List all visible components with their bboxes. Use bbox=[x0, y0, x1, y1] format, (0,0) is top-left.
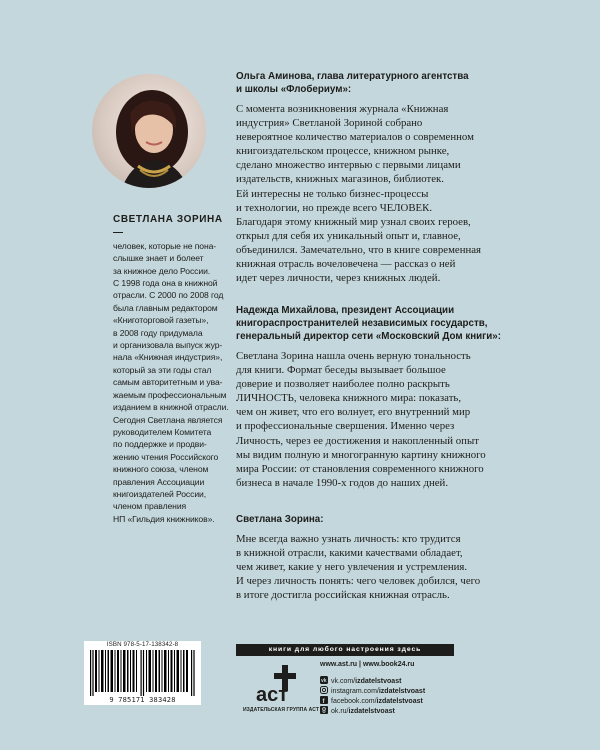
quote-zorina bbox=[236, 513, 526, 602]
quote-line: индустрия» Светланой Зориной собрано bbox=[236, 117, 423, 130]
bio-line: по поддержке и продви- bbox=[113, 439, 207, 450]
bio-line: слышке знает и болеет bbox=[113, 253, 204, 264]
bio-line: членом правления bbox=[113, 501, 187, 512]
quote-line: Ей интересны не только бизнес-процессы bbox=[236, 187, 429, 200]
quote-line: объединился. Замечательно, что в книге современная bbox=[236, 243, 482, 256]
bio-line: Сегодня Светлана является bbox=[113, 414, 223, 425]
quote-attribution: Ольга Аминова, глава литературного агентства bbox=[236, 71, 469, 82]
social-handle: izdatelstvoast bbox=[376, 698, 423, 705]
quote-line: чем живет, какие у него увлечения и устремления. bbox=[236, 561, 468, 574]
social-handle: izdatelstvoast bbox=[348, 708, 395, 715]
quote-line: невероятное количество материалов о современном bbox=[236, 131, 474, 144]
quote-text bbox=[236, 532, 526, 602]
quote-line: Личность, через ее достижения и накопленный опыт bbox=[236, 434, 479, 447]
bio-line: который за эти годы стал bbox=[113, 364, 212, 375]
svg-text:f: f bbox=[322, 698, 325, 704]
isbn-label: ISBN 978-5-17-138342-8 bbox=[106, 641, 179, 648]
bio-line: «Книготорговой газеты», bbox=[113, 315, 209, 326]
quote-line: И через личность понять: чего человек добился, чего bbox=[236, 575, 481, 588]
name-dash: — bbox=[113, 227, 124, 239]
author-name: СВЕТЛАНА ЗОРИНА bbox=[113, 214, 223, 225]
quote-line: в книжной отрасли, какими качествами обладает, bbox=[236, 547, 463, 560]
bio-line: в 2008 году придумала bbox=[113, 327, 203, 338]
author-bio bbox=[113, 213, 230, 525]
portrait-image bbox=[92, 74, 206, 188]
barcode-icon bbox=[90, 650, 195, 696]
quote-line: мира России: от становления современного книжного bbox=[236, 462, 484, 475]
quote-line: издательств, книжных магазинов, библиотек. bbox=[236, 173, 444, 186]
social-prefix: vk.com/ bbox=[331, 678, 356, 685]
quote-line: для книги. Формат беседы вызывает большое bbox=[236, 364, 446, 377]
quote-mikhailova bbox=[236, 304, 526, 490]
social-facebook[interactable] bbox=[320, 696, 480, 705]
ast-logo-icon bbox=[252, 661, 308, 707]
quote-line: Мне всегда важно узнать личность: кто трудится bbox=[236, 533, 461, 545]
quote-line: книжная отрасль вочеловечена — рассказ о ней bbox=[236, 258, 456, 271]
quote-line: ЛИЧНОСТЬ, человека книжного мира: показать, bbox=[236, 392, 462, 405]
quote-line: и технологии, но прежде всего ЧЕЛОВЕК. bbox=[236, 201, 433, 214]
bio-line: жению чтения Российского bbox=[113, 451, 219, 462]
bio-line: была главным редактором bbox=[113, 302, 218, 313]
bio-line: НП «Гильдия книжников». bbox=[113, 513, 215, 524]
quote-line: мы видим полную и многогранную картину книжного bbox=[236, 448, 486, 461]
quote-line: открыл для себя их уникальный опыт и, главное, bbox=[236, 229, 461, 242]
social-handle: izdatelstvoast bbox=[378, 688, 426, 695]
bio-line: правления Ассоциации bbox=[113, 476, 205, 487]
bio-line: книжного союза, членом bbox=[113, 464, 209, 475]
quote-text bbox=[236, 102, 526, 285]
bio-line: и организовала выпуск жур- bbox=[113, 340, 223, 351]
publisher-caption: ИЗДАТЕЛЬСКАЯ ГРУППА АСТ bbox=[242, 707, 319, 713]
quote-line: С момента возникновения журнала «Книжная bbox=[236, 103, 449, 115]
quote-text bbox=[236, 349, 526, 490]
quote-line: Благодаря этому книжный мир узнал своих героев, bbox=[236, 215, 471, 228]
quote-line: бизнеса в начале 1990-х годов до наших дней. bbox=[236, 476, 449, 489]
social-prefix: ok.ru/ bbox=[331, 708, 349, 715]
barcode-block bbox=[84, 641, 201, 705]
svg-text:vk: vk bbox=[321, 678, 327, 684]
bio-line: отрасли. С 2000 по 2008 год bbox=[113, 290, 224, 301]
bio-line: книгоиздателей России, bbox=[113, 488, 207, 499]
bio-first-line bbox=[113, 213, 230, 240]
quote-attribution: генеральный директор сети «Московский Дом книги»: bbox=[236, 331, 501, 342]
quote-line: Светлана Зорина нашла очень верную тональность bbox=[236, 350, 471, 362]
social-vk[interactable] bbox=[320, 676, 480, 685]
social-prefix: instagram.com/ bbox=[331, 688, 379, 695]
social-prefix: facebook.com/ bbox=[331, 698, 377, 705]
facebook-icon bbox=[320, 696, 328, 704]
instagram-icon bbox=[320, 686, 328, 694]
social-ok[interactable] bbox=[320, 706, 480, 715]
publisher-sites bbox=[320, 661, 414, 668]
svg-text:аст: аст bbox=[256, 684, 289, 706]
quote-attribution: и школы «Флобериум»: bbox=[236, 84, 352, 95]
bio-line: С 1998 года она в книжной bbox=[113, 278, 218, 289]
site-link[interactable]: www.book24.ru bbox=[362, 661, 415, 668]
quote-attribution: Светлана Зорина: bbox=[236, 514, 324, 525]
quote-line: книгоиздательском процессе, книжном рынке, bbox=[236, 145, 450, 158]
quote-attribution: книгораспространителей независимых государств, bbox=[236, 318, 488, 329]
quote-line: доверие и позволяет наиболее полно раскрыть bbox=[236, 378, 450, 391]
bio-line: самым авторитетным и ува- bbox=[113, 377, 223, 388]
quote-line: в итоге достигла российская книжная отрасль. bbox=[236, 589, 450, 602]
author-portrait bbox=[92, 74, 206, 188]
site-link[interactable]: www.ast.ru bbox=[320, 661, 358, 668]
site-separator: | bbox=[357, 661, 363, 668]
quote-line: и профессиональные свершения. Именно через bbox=[236, 420, 455, 433]
social-handle: izdatelstvoast bbox=[355, 678, 402, 685]
bio-line: нала «Книжная индустрия», bbox=[113, 352, 223, 363]
quote-line: чем он живет, что его волнует, его внутренний мир bbox=[236, 406, 471, 419]
bio-line: за книжное дело России. bbox=[113, 265, 211, 276]
social-instagram[interactable] bbox=[320, 686, 480, 695]
publisher-tagline: книги для любого настроения здесь bbox=[236, 644, 454, 656]
barcode-number: 9 785171 383428 bbox=[109, 696, 176, 704]
quote-attribution: Надежда Михайлова, президент Ассоциации bbox=[236, 305, 455, 316]
quote-line: идет через личности, через книжных людей. bbox=[236, 272, 441, 285]
bio-line: руководителем Комитета bbox=[113, 426, 212, 437]
quote-aminova bbox=[236, 70, 526, 285]
bio-line: жаемым профессиональным bbox=[113, 389, 227, 400]
bio-line: изданием в книжной отрасли. bbox=[113, 402, 229, 413]
vk-icon bbox=[320, 676, 328, 684]
ok-icon bbox=[320, 706, 328, 714]
quote-line: сделано множество интервью с первыми лицами bbox=[236, 159, 461, 172]
bio-line: человек, которые не пона- bbox=[113, 240, 217, 251]
